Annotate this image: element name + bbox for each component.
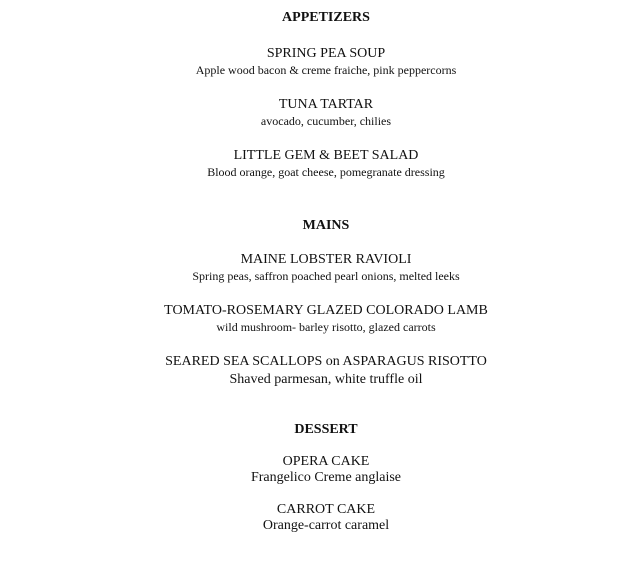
dish-description: Apple wood bacon & creme fraiche, pink peppercorns [195,63,457,77]
dish-description: wild mushroom- barley risotto, glazed carrots [216,320,436,334]
dish-name: OPERA CAKE [282,454,370,469]
section-heading-appetizers: APPETIZERS [282,10,370,25]
dish-name: SEARED SEA SCALLOPS on ASPARAGUS RISOTTO [165,354,487,369]
dish-description: Blood orange, goat cheese, pomegranate dressing [207,165,445,179]
dish-name: SPRING PEA SOUP [266,46,386,61]
section-heading-mains: MAINS [302,218,350,233]
dish-name: LITTLE GEM & BEET SALAD [233,148,419,163]
dish-description: Shaved parmesan, white truffle oil [229,372,423,387]
dish-name: TOMATO-ROSEMARY GLAZED COLORADO LAMB [164,303,488,318]
dish-description: avocado, cucumber, chilies [260,114,392,128]
dish-name: CARROT CAKE [276,502,376,517]
dish-name: MAINE LOBSTER RAVIOLI [240,252,412,267]
section-heading-dessert: DESSERT [294,422,358,437]
dish-description: Frangelico Creme anglaise [250,470,402,485]
dish-name: TUNA TARTAR [278,97,374,112]
dish-description: Spring peas, saffron poached pearl onions, melted leeks [192,269,460,283]
dish-description: Orange-carrot caramel [262,518,390,533]
